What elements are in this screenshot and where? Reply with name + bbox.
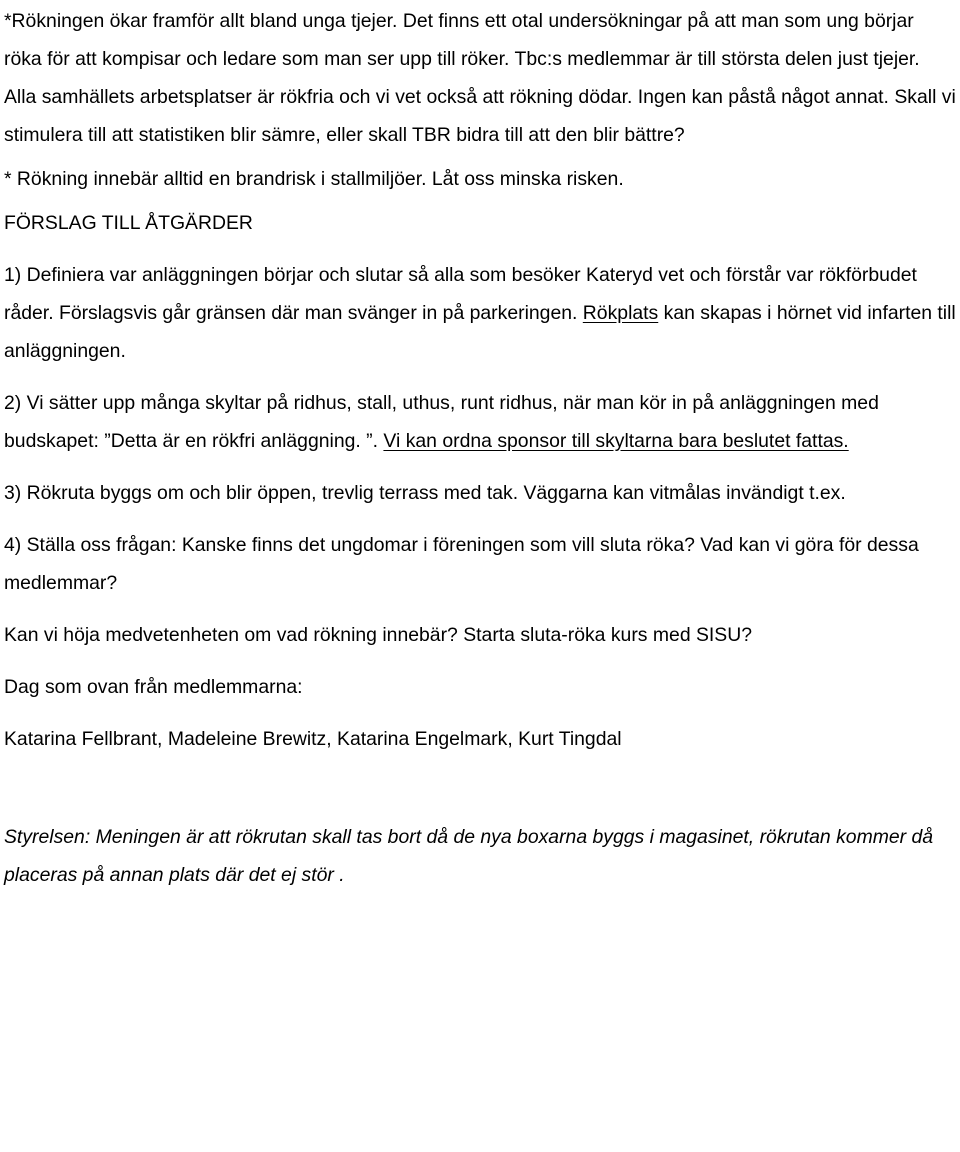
intro-sentence-2: Det finns ett otal undersökningar på att man som ung börjar röka för att kompisar och ledare som man ser upp till röker. [4,10,914,70]
fire-risk-paragraph: * Rökning innebär alltid en brandrisk i stallmiljöer. Låt oss minska risken. [4,168,624,190]
measure-2-text: 2) Vi sätter upp många skyltar på ridhus, stall, uthus, runt ridhus, när man kör in på anläggningen med budskapet: ”Detta är en rökfri anläggning. ”. [4,392,879,452]
intro-sentence-5: Ingen kan påstå något annat. [637,86,889,108]
document-page [4,2,956,894]
measure-3-paragraph: 3) Rökruta byggs om och blir öppen, trevlig terrass med tak. Väggarna kan vitmålas invändigt t.ex. [4,482,846,504]
intro-sentence-6: Skall vi stimulera till att statistiken blir sämre, eller skall TBR bidra till att den blir bättre? [4,86,956,146]
measure-1-text: 1) Definiera var anläggningen börjar och slutar så alla som besöker Kateryd vet och förstår var rökförbudet råder. Förslagsvis går gränsen där man svänger in på parkeringen. [4,264,917,324]
intro-sentence-3: Tbc:s medlemmar är till största delen just tjejer. [514,48,920,70]
measures-heading: FÖRSLAG TILL ÅTGÄRDER [4,212,253,234]
measure-1-paragraph [4,256,956,370]
awareness-paragraph: Kan vi höja medvetenheten om vad rökning innebär? Starta sluta-röka kurs med SISU? [4,624,753,646]
intro-paragraph [4,2,956,154]
intro-sentence-1: *Rökningen ökar framför allt bland unga tjejer. [4,10,398,32]
board-reply: Styrelsen: Meningen är att rökrutan skall tas bort då de nya boxarna byggs i magasinet, rökrutan kommer då placeras på annan plats där det ej stör . [4,826,934,886]
measure-1-underlined: Rökplats [582,302,659,324]
measure-2-paragraph [4,384,956,460]
signed-label: Dag som ovan från medlemmarna: [4,676,303,698]
measure-2-underlined: Vi kan ordna sponsor till skyltarna bara beslutet fattas. [383,430,849,452]
measure-1-rest: kan skapas i hörnet vid infarten till anläggningen. [4,302,956,362]
measure-4-paragraph: 4) Ställa oss frågan: Kanske finns det ungdomar i föreningen som vill sluta röka? Vad kan vi göra för dessa medlemmar? [4,534,919,594]
signers-list: Katarina Fellbrant, Madeleine Brewitz, Katarina Engelmark, Kurt Tingdal [4,728,622,750]
intro-sentence-4: Alla samhällets arbetsplatser är rökfria och vi vet också att rökning dödar. [4,86,633,108]
